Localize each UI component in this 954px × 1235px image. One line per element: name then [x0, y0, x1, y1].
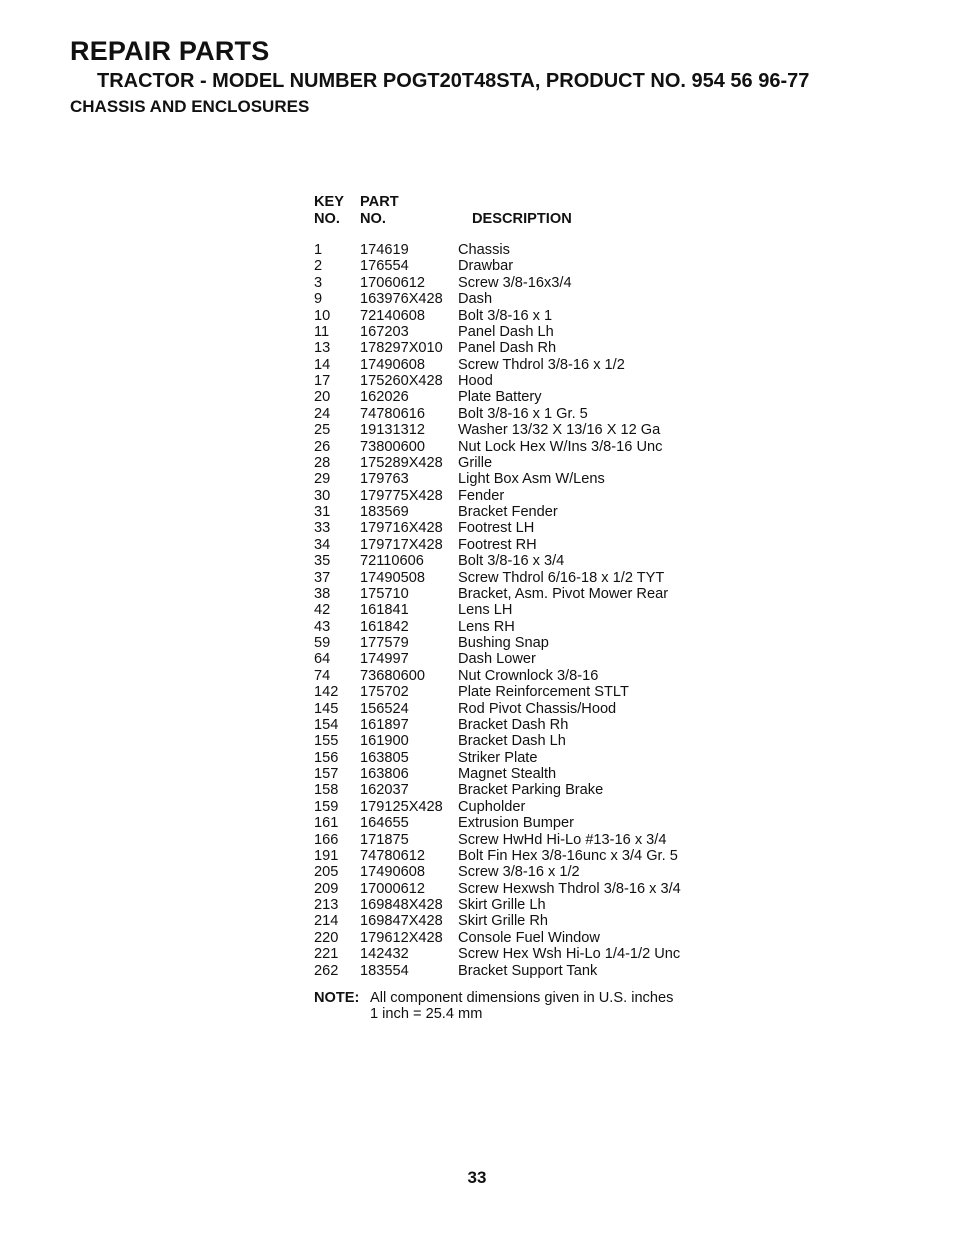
part-number-cell: 74780612: [360, 847, 425, 864]
key-cell: 214: [314, 913, 339, 930]
table-row: [314, 439, 734, 455]
description-cell: Light Box Asm W/Lens: [458, 471, 605, 488]
description-cell: Hood: [458, 373, 493, 389]
part-number-cell: 19131312: [360, 422, 425, 439]
description-cell: Bolt 3/8-16 x 1: [458, 307, 553, 324]
key-cell: 37: [314, 569, 331, 586]
key-cell: 2: [314, 258, 323, 275]
key-cell: 14: [314, 356, 331, 373]
key-cell: 205: [314, 864, 339, 881]
key-cell: 74: [314, 667, 331, 684]
part-number-cell: 17490508: [360, 569, 425, 586]
key-cell: 3: [314, 274, 323, 291]
description-cell: Nut Lock Hex W/Ins 3/8-16 Unc: [458, 438, 663, 455]
table-row: [314, 881, 734, 897]
key-header-line1: KEY: [314, 194, 345, 210]
key-cell: 221: [314, 946, 339, 963]
table-row: [314, 324, 734, 340]
table-row: [314, 520, 734, 536]
part-number-cell: 74780616: [360, 405, 425, 422]
part-number-cell: 179612X428: [360, 929, 443, 946]
part-number-cell: 162037: [360, 782, 409, 799]
table-row: [314, 668, 734, 684]
part-number-cell: 162026: [360, 389, 409, 406]
key-cell: 59: [314, 635, 331, 651]
key-cell: 161: [314, 815, 339, 832]
part-number-cell: 161900: [360, 733, 409, 750]
key-cell: 213: [314, 897, 339, 913]
description-cell: Striker Plate: [458, 749, 538, 766]
part-number-cell: 73800600: [360, 438, 425, 455]
key-cell: 158: [314, 782, 339, 799]
part-number-cell: 179716X428: [360, 520, 443, 537]
part-number-cell: 179125X428: [360, 798, 443, 815]
table-row: [314, 913, 734, 929]
key-cell: 9: [314, 291, 323, 308]
part-number-cell: 72140608: [360, 307, 425, 324]
part-number-cell: 169848X428: [360, 897, 443, 913]
part-number-cell: 161842: [360, 618, 409, 635]
key-cell: 155: [314, 733, 339, 750]
table-row: [314, 963, 734, 979]
part-number-cell: 17000612: [360, 880, 425, 897]
description-cell: Dash Lower: [458, 651, 536, 668]
key-cell: 209: [314, 880, 339, 897]
key-header-line2: NO.: [314, 211, 340, 227]
description-cell: Bushing Snap: [458, 635, 549, 651]
key-cell: 13: [314, 340, 331, 357]
part-number-cell: 163806: [360, 766, 409, 782]
table-row: [314, 488, 734, 504]
description-cell: Screw Thdrol 3/8-16 x 1/2: [458, 356, 625, 373]
part-number-cell: 179775X428: [360, 487, 443, 504]
part-header-line1: PART: [360, 194, 399, 210]
page-title: REPAIR PARTS: [70, 36, 270, 66]
description-cell: Extrusion Bumper: [458, 815, 574, 832]
page-number: 33: [467, 1168, 487, 1187]
key-cell: 24: [314, 405, 331, 422]
table-row: [314, 504, 734, 520]
description-cell: Bracket Support Tank: [458, 962, 598, 979]
key-cell: 35: [314, 553, 331, 570]
part-number-cell: 17490608: [360, 356, 425, 373]
key-cell: 34: [314, 536, 331, 553]
part-number-cell: 142432: [360, 946, 409, 963]
key-cell: 33: [314, 520, 331, 537]
table-row: [314, 782, 734, 798]
table-row: [314, 701, 734, 717]
table-row: [314, 815, 734, 831]
part-number-cell: 167203: [360, 323, 409, 340]
description-cell: Screw Thdrol 6/16-18 x 1/2 TYT: [458, 569, 665, 586]
description-cell: Chassis: [458, 242, 510, 258]
part-number-cell: 175702: [360, 684, 409, 701]
key-cell: 64: [314, 651, 331, 668]
table-row: [314, 897, 734, 913]
description-cell: Nut Crownlock 3/8-16: [458, 667, 599, 684]
table-row: [314, 373, 734, 389]
part-number-cell: 17060612: [360, 274, 425, 291]
description-cell: Panel Dash Rh: [458, 340, 557, 357]
table-row: [314, 832, 734, 848]
part-number-cell: 179717X428: [360, 536, 443, 553]
description-cell: Drawbar: [458, 258, 514, 275]
description-cell: Footrest LH: [458, 520, 535, 537]
key-cell: 191: [314, 847, 339, 864]
description-cell: Footrest RH: [458, 536, 537, 553]
table-row: [314, 291, 734, 307]
key-cell: 262: [314, 962, 339, 979]
part-number-cell: 175289X428: [360, 454, 443, 471]
key-cell: 28: [314, 454, 331, 471]
part-number-cell: 174619: [360, 242, 409, 258]
part-number-cell: 176554: [360, 258, 409, 275]
description-cell: Plate Reinforcement STLT: [458, 684, 629, 701]
table-row: [314, 619, 734, 635]
table-row: [314, 258, 734, 274]
part-number-cell: 72110606: [360, 553, 424, 570]
part-number-cell: 161897: [360, 716, 409, 733]
table-row: [314, 357, 734, 373]
description-cell: Bolt 3/8-16 x 1 Gr. 5: [458, 405, 588, 422]
part-number-cell: 183554: [360, 962, 409, 979]
description-cell: Bolt 3/8-16 x 3/4: [458, 553, 565, 570]
description-cell: Skirt Grille Lh: [458, 897, 546, 913]
table-row: [314, 799, 734, 815]
part-number-cell: 175260X428: [360, 373, 443, 389]
key-cell: 29: [314, 471, 331, 488]
key-cell: 10: [314, 307, 331, 324]
table-row: [314, 750, 734, 766]
key-cell: 26: [314, 438, 331, 455]
key-cell: 11: [314, 323, 330, 340]
table-row: [314, 733, 734, 749]
table-row: [314, 848, 734, 864]
description-cell: Bracket Dash Lh: [458, 733, 566, 750]
part-number-cell: 73680600: [360, 667, 425, 684]
key-cell: 142: [314, 684, 339, 701]
description-cell: Screw 3/8-16x3/4: [458, 274, 572, 291]
description-header: DESCRIPTION: [472, 211, 572, 227]
table-row: [314, 455, 734, 471]
part-header-line2: NO.: [360, 211, 386, 227]
key-cell: 17: [314, 373, 331, 389]
key-cell: 20: [314, 389, 331, 406]
note-line2: 1 inch = 25.4 mm: [370, 1006, 483, 1022]
key-cell: 159: [314, 798, 339, 815]
part-number-cell: 178297X010: [360, 340, 443, 357]
description-cell: Bolt Fin Hex 3/8-16unc x 3/4 Gr. 5: [458, 847, 678, 864]
table-row: [314, 651, 734, 667]
description-cell: Fender: [458, 487, 505, 504]
table-row: [314, 242, 734, 258]
part-number-cell: 175710: [360, 585, 409, 602]
key-cell: 145: [314, 700, 339, 717]
description-cell: Washer 13/32 X 13/16 X 12 Ga: [458, 422, 661, 439]
table-row: [314, 308, 734, 324]
table-row: [314, 766, 734, 782]
table-row: [314, 946, 734, 962]
part-number-cell: 174997: [360, 651, 409, 668]
key-cell: 156: [314, 749, 339, 766]
description-cell: Console Fuel Window: [458, 929, 600, 946]
table-row: [314, 717, 734, 733]
table-row: [314, 471, 734, 487]
description-cell: Grille: [458, 454, 493, 471]
table-row: [314, 635, 734, 651]
key-cell: 25: [314, 422, 331, 439]
key-cell: 42: [314, 602, 331, 619]
key-cell: 220: [314, 929, 339, 946]
key-cell: 30: [314, 487, 331, 504]
table-row: [314, 684, 734, 700]
note-line1: All component dimensions given in U.S. inches: [370, 990, 674, 1006]
key-cell: 31: [314, 504, 331, 520]
description-cell: Cupholder: [458, 798, 526, 815]
description-cell: Dash: [458, 291, 493, 308]
table-header: [314, 194, 734, 230]
key-cell: 38: [314, 585, 331, 602]
key-cell: 166: [314, 831, 339, 848]
description-cell: Screw Hexwsh Thdrol 3/8-16 x 3/4: [458, 880, 681, 897]
description-cell: Bracket Dash Rh: [458, 716, 569, 733]
part-number-cell: 156524: [360, 700, 409, 717]
parts-table: [314, 194, 734, 979]
description-cell: Bracket, Asm. Pivot Mower Rear: [458, 585, 669, 602]
description-cell: Magnet Stealth: [458, 766, 557, 782]
section-heading: CHASSIS AND ENCLOSURES: [70, 97, 310, 116]
table-row: [314, 340, 734, 356]
table-row: [314, 602, 734, 618]
part-number-cell: 163976X428: [360, 291, 443, 308]
table-row: [314, 537, 734, 553]
table-row: [314, 586, 734, 602]
table-row: [314, 406, 734, 422]
description-cell: Screw HwHd Hi-Lo #13-16 x 3/4: [458, 831, 667, 848]
table-row: [314, 570, 734, 586]
description-cell: Lens LH: [458, 602, 513, 619]
key-cell: 43: [314, 618, 331, 635]
table-row: [314, 930, 734, 946]
table-row: [314, 389, 734, 405]
part-number-cell: 164655: [360, 815, 409, 832]
description-cell: Bracket Fender: [458, 504, 558, 520]
part-number-cell: 179763: [360, 471, 409, 488]
part-number-cell: 171875: [360, 831, 409, 848]
note-label: NOTE:: [314, 990, 360, 1006]
description-cell: Plate Battery: [458, 389, 542, 406]
part-number-cell: 169847X428: [360, 913, 443, 930]
part-number-cell: 161841: [360, 602, 409, 619]
table-row: [314, 864, 734, 880]
description-cell: Rod Pivot Chassis/Hood: [458, 700, 617, 717]
description-cell: Bracket Parking Brake: [458, 782, 604, 799]
part-number-cell: 177579: [360, 635, 409, 651]
part-number-cell: 163805: [360, 749, 409, 766]
table-row: [314, 553, 734, 569]
table-body: [314, 242, 734, 979]
description-cell: Lens RH: [458, 618, 515, 635]
page-subtitle: TRACTOR - MODEL NUMBER POGT20T48STA, PRODUCT NO. 954 56 96-77: [97, 70, 810, 92]
part-number-cell: 17490608: [360, 864, 425, 881]
part-number-cell: 183569: [360, 504, 409, 520]
table-row: [314, 275, 734, 291]
table-row: [314, 422, 734, 438]
description-cell: Screw 3/8-16 x 1/2: [458, 864, 580, 881]
description-cell: Screw Hex Wsh Hi-Lo 1/4-1/2 Unc: [458, 946, 681, 963]
key-cell: 157: [314, 766, 339, 782]
description-cell: Panel Dash Lh: [458, 323, 554, 340]
key-cell: 154: [314, 716, 339, 733]
description-cell: Skirt Grille Rh: [458, 913, 549, 930]
key-cell: 1: [314, 242, 323, 258]
